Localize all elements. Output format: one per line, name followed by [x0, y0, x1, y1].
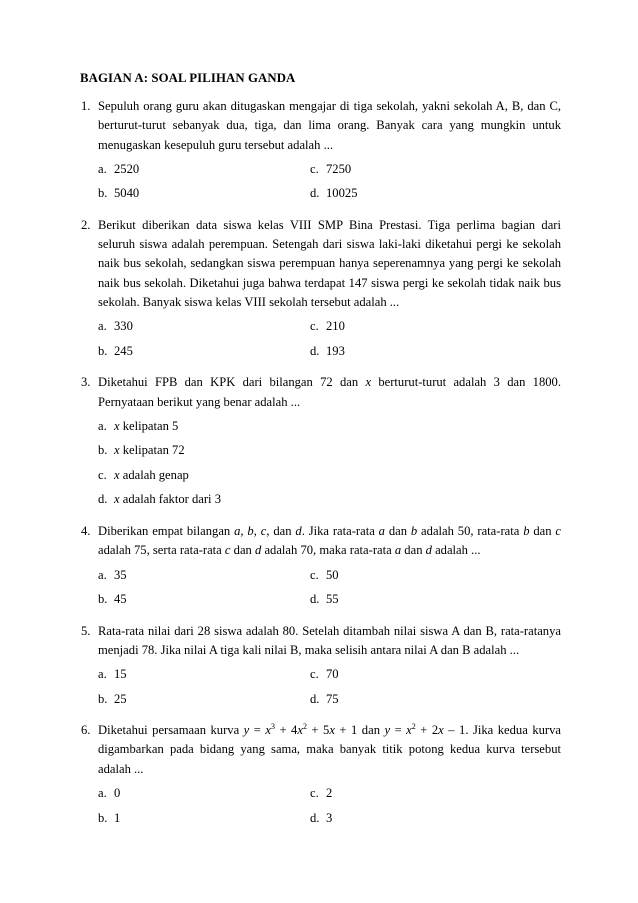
option-d: d. x adalah faktor dari 3 [98, 492, 222, 507]
option-c: c. 210 [310, 319, 345, 334]
options [98, 317, 561, 366]
option-c: c. x adalah genap [98, 467, 189, 482]
options [98, 784, 561, 833]
question-number: 4. [81, 523, 91, 538]
option-b: b. 25 [98, 691, 127, 706]
question-text: Diketahui FPB dan KPK dari bilangan 72 dan x berturut-turut adalah 3 dan 1800. Pernyataan berikut yang benar adalah ... [98, 375, 561, 409]
question-number: 5. [81, 623, 91, 638]
question-3 [80, 373, 561, 515]
option-a: a. 35 [98, 567, 127, 582]
option-a: a. 2520 [98, 161, 140, 176]
question-text: Berikut diberikan data siswa kelas VIII SMP Bina Prestasi. Tiga perlima bagian dari seluruh siswa adalah perempuan. Setengah dari siswa laki-laki diketahui pergi ke sekolah naik bus sekolah, sedangkan siswa perempuan hanya seperenamnya yang pergi ke sekolah naik bus sekolah. Diketahui juga bahwa terdapat 147 siswa pergi ke sekolah tidak naik bus sekolah. Banyak siswa kelas VIII sekolah tersebut adalah ... [98, 217, 561, 310]
question-number: 3. [81, 375, 91, 390]
document-page [80, 69, 561, 840]
option-row [98, 342, 561, 367]
question-number: 2. [81, 217, 91, 232]
option-row [98, 184, 561, 209]
option-c: c. 50 [310, 567, 339, 582]
option-c: c. 70 [310, 667, 339, 682]
options [98, 417, 561, 515]
question-1 [80, 97, 561, 209]
question-5 [80, 622, 561, 715]
question-4 [80, 522, 561, 615]
question-2 [80, 216, 561, 366]
option-d: d. 55 [310, 592, 339, 607]
option-row [98, 590, 561, 615]
options [98, 160, 561, 209]
question-number: 1. [81, 99, 91, 113]
option-a: a. x kelipatan 5 [98, 418, 179, 433]
option-a: a. 0 [98, 786, 121, 801]
option-d: d. 75 [310, 691, 339, 706]
option-b: b. 245 [98, 343, 133, 358]
option-b: b. 45 [98, 592, 127, 607]
question-text: Diberikan empat bilangan a, b, c, dan d. Jika rata-rata a dan b adalah 50, rata-rata b dan c adalah 75, serta rata-rata c dan d adalah 70, maka rata-rata a dan d adalah ... [98, 523, 562, 558]
question-number: 6. [81, 723, 91, 738]
question-text: Sepuluh orang guru akan ditugaskan mengajar di tiga sekolah, yakni sekolah A, B, dan C, berturut-turut sebanyak dua, tiga, dan lima orang. Banyak cara yang mungkin untuk menugaskan kesepuluh guru tersebut adalah ... [98, 99, 561, 152]
option-row [98, 317, 561, 342]
option-c: c. 2 [310, 786, 333, 801]
option-b: b. x kelipatan 72 [98, 443, 185, 458]
options [98, 566, 561, 615]
section-title: BAGIAN A: SOAL PILIHAN GANDA [80, 71, 296, 85]
option-b: b. 5040 [98, 186, 140, 201]
option-row [98, 160, 561, 185]
option-row [98, 690, 561, 715]
option-row [98, 809, 561, 834]
option-d: d. 10025 [310, 186, 358, 201]
question-text: Diketahui persamaan kurva $y = x^3 + 4x^2 + 5x + 1$ dan $y = x^2 + 2x - 1$. Jika kedua kurva digambarkan pada bidang yang sama, maka banyak titik potong kedua kurva tersebut adalah ... [98, 722, 561, 776]
option-c: c. 7250 [310, 161, 352, 176]
option-row [98, 665, 561, 690]
option-d: d. 3 [310, 810, 333, 825]
option-row [98, 784, 561, 809]
option-row [98, 566, 561, 591]
option-b: b. 1 [98, 810, 121, 825]
question-text: Rata-rata nilai dari 28 siswa adalah 80. Setelah ditambah nilai siswa A dan B, rata-ratanya menjadi 78. Jika nilai A tiga kali nilai B, maka selisih antara nilai A dan B adalah ... [98, 623, 561, 657]
options [98, 665, 561, 714]
option-a: a. 15 [98, 667, 127, 682]
option-d: d. 193 [310, 343, 345, 358]
option-a: a. 330 [98, 319, 133, 334]
question-6 [80, 721, 561, 833]
